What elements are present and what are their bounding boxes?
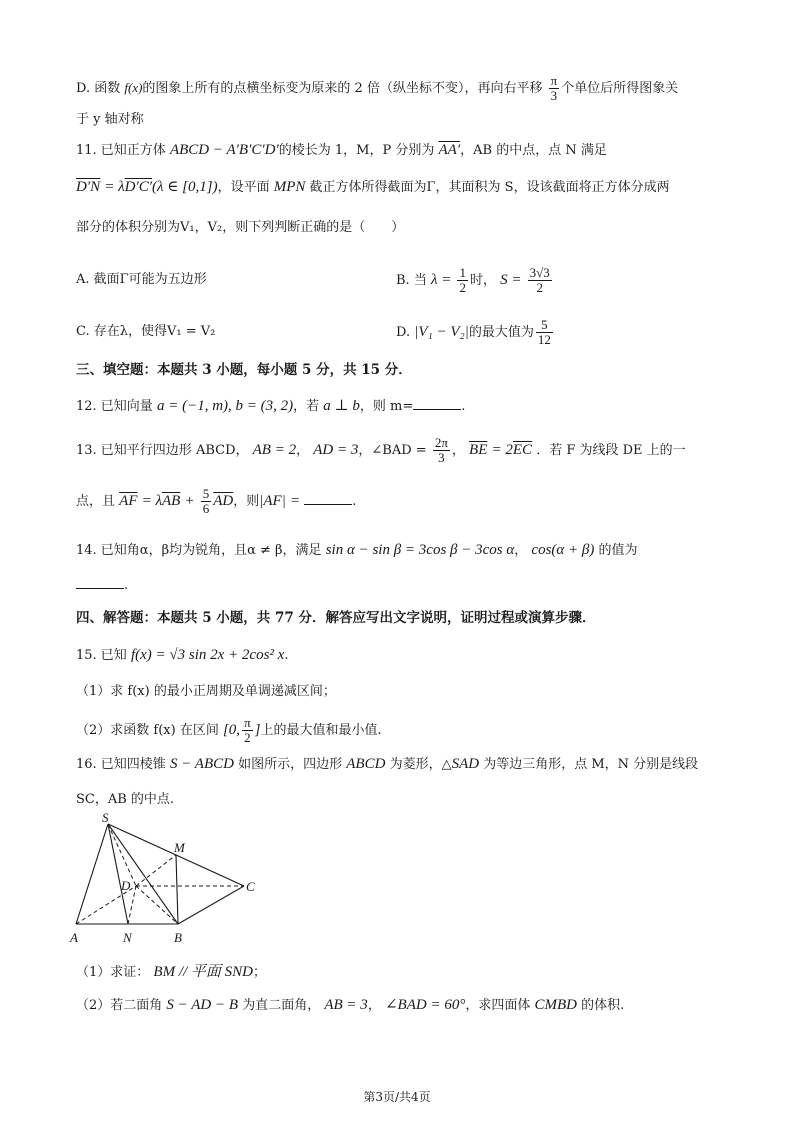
- q11-optb-text: 时，: [469, 273, 496, 288]
- q13-period: .: [352, 494, 357, 509]
- q13-line2: [76, 487, 356, 516]
- frac-den: 6: [202, 501, 210, 516]
- frac-num: 5: [202, 486, 210, 501]
- q11-optd-text: 的最大值为: [468, 325, 534, 340]
- q13-abs-af: |AF|: [259, 493, 286, 509]
- q16-text: （2）若二面角: [76, 998, 163, 1013]
- q16-stem-line2: SC，AB 的中点.: [76, 792, 175, 807]
- q16-stem-line1: [76, 754, 698, 775]
- frac-num: 1: [459, 265, 466, 280]
- q11-vector-dc: D′C′: [124, 179, 153, 195]
- q10-optd-fraction: [549, 74, 560, 103]
- q10-frac-num: π: [550, 73, 558, 88]
- q11-option-a: A. 截面Γ可能为五边形: [76, 272, 207, 287]
- q14-text: ，: [514, 543, 528, 558]
- q13-vector-ad: $\overline{AD}$: [213, 493, 234, 509]
- q13-eq: = 2: [491, 442, 513, 458]
- q13-frac2: [201, 487, 212, 516]
- frac-num: 5: [536, 318, 553, 333]
- q10-optd-text-b: 的图象上所有的点横坐标变为原来的 2 倍（纵坐标不变），再向右平移: [142, 81, 543, 96]
- q11-option-b: [396, 266, 554, 295]
- q13-line1: [76, 436, 686, 465]
- q13-vector-be: $\overline{BE}$: [469, 442, 488, 458]
- q12-text: ，则 m=: [359, 399, 414, 414]
- q14-answer-blank[interactable]: [76, 576, 124, 589]
- q11-lambda: = λ: [104, 179, 125, 195]
- q12-text: 12. 已知向量: [76, 399, 153, 414]
- q11-text: ，AB 的中点，点 N 满足: [460, 143, 607, 158]
- q16-part2: [76, 995, 624, 1016]
- q15-function: f(x) = √3 sin 2x + 2cos² x: [130, 647, 285, 663]
- q16-text: ，求四面体: [465, 998, 531, 1013]
- q13-eq: =: [289, 493, 301, 509]
- q13-frac: [433, 436, 450, 465]
- frac-num: 2π: [434, 435, 448, 450]
- edge-sd: [108, 824, 136, 886]
- segment-bm: [176, 855, 178, 924]
- q10-frac-den: 3: [550, 88, 558, 103]
- q12-text: ，若: [293, 399, 320, 414]
- q16-text: 为等边三角形，点 M，N 分别是线段: [483, 757, 699, 772]
- frac-den: 2: [459, 280, 466, 295]
- q16-cmbd: CMBD: [534, 997, 577, 1013]
- q13-ab: AB = 2: [252, 442, 297, 458]
- frac-den: 3: [438, 450, 445, 465]
- q16-text: 如图所示，四边形: [238, 757, 343, 772]
- label-s: S: [102, 812, 109, 825]
- q16-part1: [76, 962, 266, 983]
- q15-part2: [76, 716, 382, 745]
- q16-dihedral: S − AD − B: [166, 997, 239, 1013]
- q16-text: 的体积.: [581, 998, 625, 1013]
- diagonal-db: [136, 886, 178, 924]
- q13-answer-blank[interactable]: [304, 492, 352, 505]
- q16-text: 为菱形，△: [389, 757, 452, 772]
- section-3-heading: 三、填空题：本题共 3 小题，每小题 5 分，共 15 分．: [76, 362, 412, 378]
- q11-vector-dn: D′N: [76, 179, 101, 195]
- q13-plus: +: [184, 493, 195, 509]
- q11-optb-frac: [457, 266, 468, 295]
- label-d: D: [121, 878, 131, 893]
- q11-cube-name: ABCD − A′B′C′D′: [169, 142, 279, 158]
- q13-text: ，则: [233, 494, 260, 509]
- q14-line2: [76, 576, 128, 596]
- q16-text: 16. 已知四棱锥: [76, 757, 166, 772]
- q11-optb-s: S =: [500, 272, 522, 288]
- q13-ad: AD = 3: [313, 442, 359, 458]
- q13-angle: ，∠BAD =: [358, 443, 427, 458]
- q11-text: ，设平面: [217, 180, 270, 195]
- q16-text: ，: [367, 998, 381, 1013]
- label-n: N: [123, 930, 132, 945]
- q16-text: （1）求证：: [76, 965, 150, 980]
- q11-segment-aa: AA′: [438, 142, 461, 158]
- q16-angle: ∠BAD = 60°: [384, 997, 466, 1013]
- q10-option-d-line2: 于 y 轴对称: [76, 112, 144, 127]
- q11-stem-line2: [76, 177, 670, 198]
- edge-bc: [178, 886, 244, 924]
- frac-den: 2: [536, 280, 543, 295]
- q13-lambda: = λ: [141, 493, 162, 509]
- q12: [76, 396, 465, 417]
- q15-interval-close: ]: [254, 722, 261, 738]
- segment-dm: [136, 855, 176, 886]
- label-c: C: [246, 879, 255, 894]
- q11-option-d: [396, 318, 555, 347]
- q15-period: .: [284, 648, 289, 663]
- q16-pyramid-figure: [66, 812, 266, 952]
- q11-option-c: C. 存在λ，使得V₁ = V₂: [76, 324, 216, 339]
- q11-optd-abs: |V₁ − V₂|: [414, 324, 469, 340]
- q13-text: 13. 已知平行四边形 ABCD，: [76, 443, 249, 458]
- q14-period: .: [124, 578, 129, 593]
- edge-sa: [76, 824, 108, 924]
- frac-num: π: [244, 715, 251, 730]
- frac-den: 2: [244, 730, 251, 745]
- section-4-heading: 四、解答题：本题共 5 小题，共 77 分．解答应写出文字说明，证明过程或演算步骤．: [76, 610, 596, 626]
- q16-abcd: ABCD: [346, 756, 386, 772]
- q11-stem-line1: [76, 140, 607, 161]
- q15-text: 上的最大值和最小值.: [260, 723, 382, 738]
- q13-text: ，: [296, 443, 310, 458]
- q13-vector-ec: $\overline{EC}$: [512, 442, 533, 458]
- q14-text: 的值为: [598, 543, 638, 558]
- q11-text: 11. 已知正方体: [76, 143, 166, 158]
- q15-stem: [76, 645, 288, 666]
- q11-optd-text: D.: [396, 325, 411, 340]
- q11-optb-text: B. 当: [396, 273, 427, 288]
- q11-text: 的棱长为 1，M，P 分别为: [278, 143, 435, 158]
- q10-optd-text-a: D. 函数: [76, 81, 121, 96]
- frac-num: 3√3: [529, 265, 550, 280]
- q16-parallel: BM // 平面 SND: [153, 964, 254, 980]
- label-m: M: [174, 840, 185, 855]
- frac-den: 12: [537, 332, 551, 347]
- q15-text: （2）求函数 f(x) 在区间: [76, 723, 219, 738]
- q15-frac: [242, 716, 253, 745]
- q11-text: 截正方体所得截面为Γ，其面积为 S，设该截面将正方体分成两: [309, 180, 670, 195]
- q11-stem-line3: 部分的体积分别为V₁，V₂，则下列判断正确的是（ ）: [76, 220, 405, 235]
- q11-optd-frac: [536, 318, 553, 347]
- q15-text: 15. 已知: [76, 648, 127, 663]
- q12-period: .: [461, 399, 466, 414]
- q14-line1: [76, 540, 638, 561]
- q13-vector-ab: $\overline{AB}$: [162, 493, 181, 509]
- q11-optb-lambda: λ =: [430, 272, 452, 288]
- q16-pyramid: S − ABCD: [169, 756, 234, 772]
- q12-perp: a ⊥ b: [323, 398, 360, 414]
- q11-lambda-range: (λ ∈ [0,1]): [152, 179, 218, 195]
- q15-part1: （1）求 f(x) 的最小正周期及单调递减区间；: [76, 684, 336, 699]
- q13-text: 点，且: [76, 494, 116, 509]
- page-footer: 第3页/共4页: [363, 1090, 431, 1104]
- q16-sad: SAD: [451, 756, 480, 772]
- q12-answer-blank[interactable]: [413, 397, 461, 410]
- q16-ab-length: AB = 3: [324, 997, 368, 1013]
- q10-optd-fx: f(x): [124, 80, 143, 95]
- q11-optb-sfrac: [528, 266, 552, 295]
- q14-cos-sum: cos(α + β): [531, 542, 595, 558]
- q13-vector-af: $\overline{AF}$: [119, 493, 138, 509]
- label-b: B: [174, 930, 182, 945]
- q14-equation: sin α − sin β = 3cos β − 3cos α: [325, 542, 515, 558]
- q15-interval-open: [0,: [222, 722, 241, 738]
- q16-text: 为直二面角，: [242, 998, 321, 1013]
- q13-text: ，: [451, 443, 465, 458]
- q16-text: ；: [253, 965, 267, 980]
- q13-text: ．若 F 为线段 DE 上的一: [536, 443, 686, 458]
- label-a: A: [70, 930, 78, 945]
- q10-option-d: [76, 74, 678, 103]
- q14-text: 14. 已知角α，β均为锐角，且α ≠ β，满足: [76, 543, 322, 558]
- q11-plane-mpn: MPN: [273, 179, 306, 195]
- q10-optd-text-c: 个单位后所得图象关: [561, 81, 679, 96]
- q12-vectors: a = (−1, m), b = (3, 2): [156, 398, 294, 414]
